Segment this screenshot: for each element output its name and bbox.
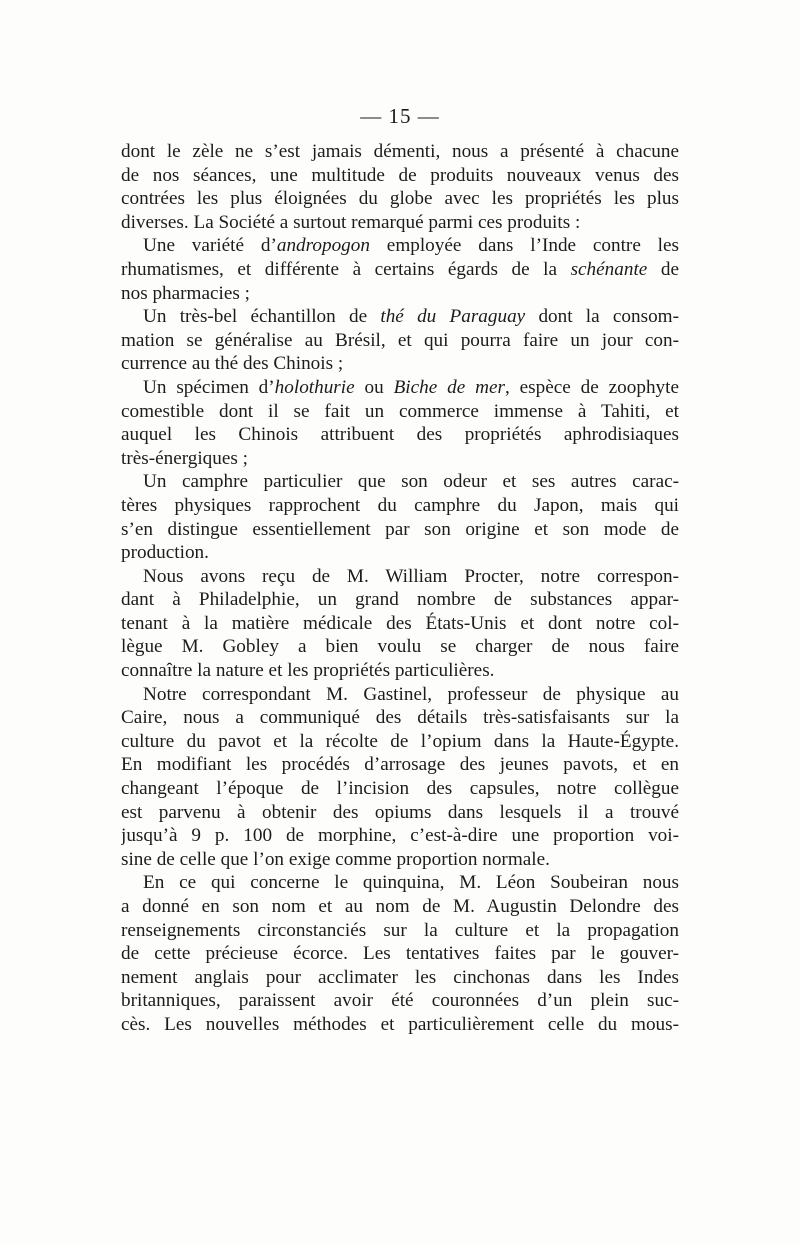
text-line: En ce qui concerne le quinquina, M. Léon Soubeiran nous [143,872,679,894]
text-line: mation se généralise au Brésil, et qui pourra faire un jour con- [121,329,679,351]
text-line: de cette précieuse écorce. Les tentatives faites par le gouver- [121,943,679,965]
text-line: nement anglais pour acclimater les cinchonas dans les Indes [121,966,679,988]
text-line: Une variété d’andropogon employée dans l’Inde contre les [143,235,679,257]
text-line: tères physiques rapprochent du camphre du Japon, mais qui [121,494,679,516]
italic-term: Biche de mer [393,376,505,398]
page-number: — 15 — [360,104,440,128]
text-line: a donné en son nom et au nom de M. Augustin Delondre des [121,896,679,917]
text-line: très-énergiques ; [121,447,248,469]
text-line: lègue M. Gobley a bien voulu se charger de nous faire [121,636,679,658]
text-line: Un très-bel échantillon de thé du Paraguay dont la consom- [143,306,679,328]
text-line: rhumatismes, et différente à certains égards de la schénante de [121,258,679,280]
text-line: changeant l’époque de l’incision des capsules, notre collègue [121,778,679,800]
body-text [121,140,679,1037]
text-line: est parvenu à obtenir des opiums dans lesquels il a trouvé [121,801,679,823]
text-line: cès. Les nouvelles méthodes et particulièrement celle du mous- [121,1013,679,1035]
text-line: sine de celle que l’on exige comme proportion normale. [121,848,550,870]
italic-term: thé du Paraguay [380,306,526,328]
text-line: Un camphre particulier que son odeur et ses autres carac- [143,471,679,493]
text-line: connaître la nature et les propriétés particulières. [121,660,495,682]
text-line: En modifiant les procédés d’arrosage des jeunes pavots, et en [121,754,679,776]
text-line: dant à Philadelphie, un grand nombre de substances appar- [121,589,679,611]
italic-term: schénante [570,258,648,280]
text-line: comestible dont il se fait un commerce immense à Tahiti, et [121,400,679,422]
text-line: contrées les plus éloignées du globe avec les propriétés les plus [121,188,679,210]
text-line: nos pharmacies ; [121,282,250,304]
text-line: dont le zèle ne s’est jamais démenti, nous a présenté à chacune [121,141,679,162]
italic-term: andropogon [276,235,370,257]
text-line: renseignements circonstanciés sur la culture et la propagation [121,919,679,941]
text-line: s’en distingue essentiellement par son origine et son mode de [121,518,679,540]
text-line: de nos séances, une multitude de produits nouveaux venus des [121,164,679,186]
text-line: Caire, nous a communiqué des détails très-satisfaisants sur la [121,707,679,729]
text-line: culture du pavot et la récolte de l’opium dans la Haute-Égypte. [121,730,679,752]
text-line: Notre correspondant M. Gastinel, professeur de physique au [143,683,679,705]
text-line: auquel les Chinois attribuent des propriétés aphrodisiaques [121,424,679,446]
text-line: Un spécimen d’holothurie ou Biche de mer, espèce de zoophyte [143,376,679,398]
text-line: currence au thé des Chinois ; [121,353,344,375]
italic-term: holothurie [274,376,355,398]
text-line: britanniques, paraissent avoir été couronnées d’un plein suc- [121,990,679,1012]
text-line: Nous avons reçu de M. William Procter, notre correspon- [143,565,679,587]
text-line: jusqu’à 9 p. 100 de morphine, c’est-à-dire une proportion voi- [121,825,679,847]
text-line: production. [121,542,209,564]
text-line: tenant à la matière médicale des États-Unis et dont notre col- [121,612,679,634]
text-line: diverses. La Société a surtout remarqué parmi ces produits : [121,211,581,233]
